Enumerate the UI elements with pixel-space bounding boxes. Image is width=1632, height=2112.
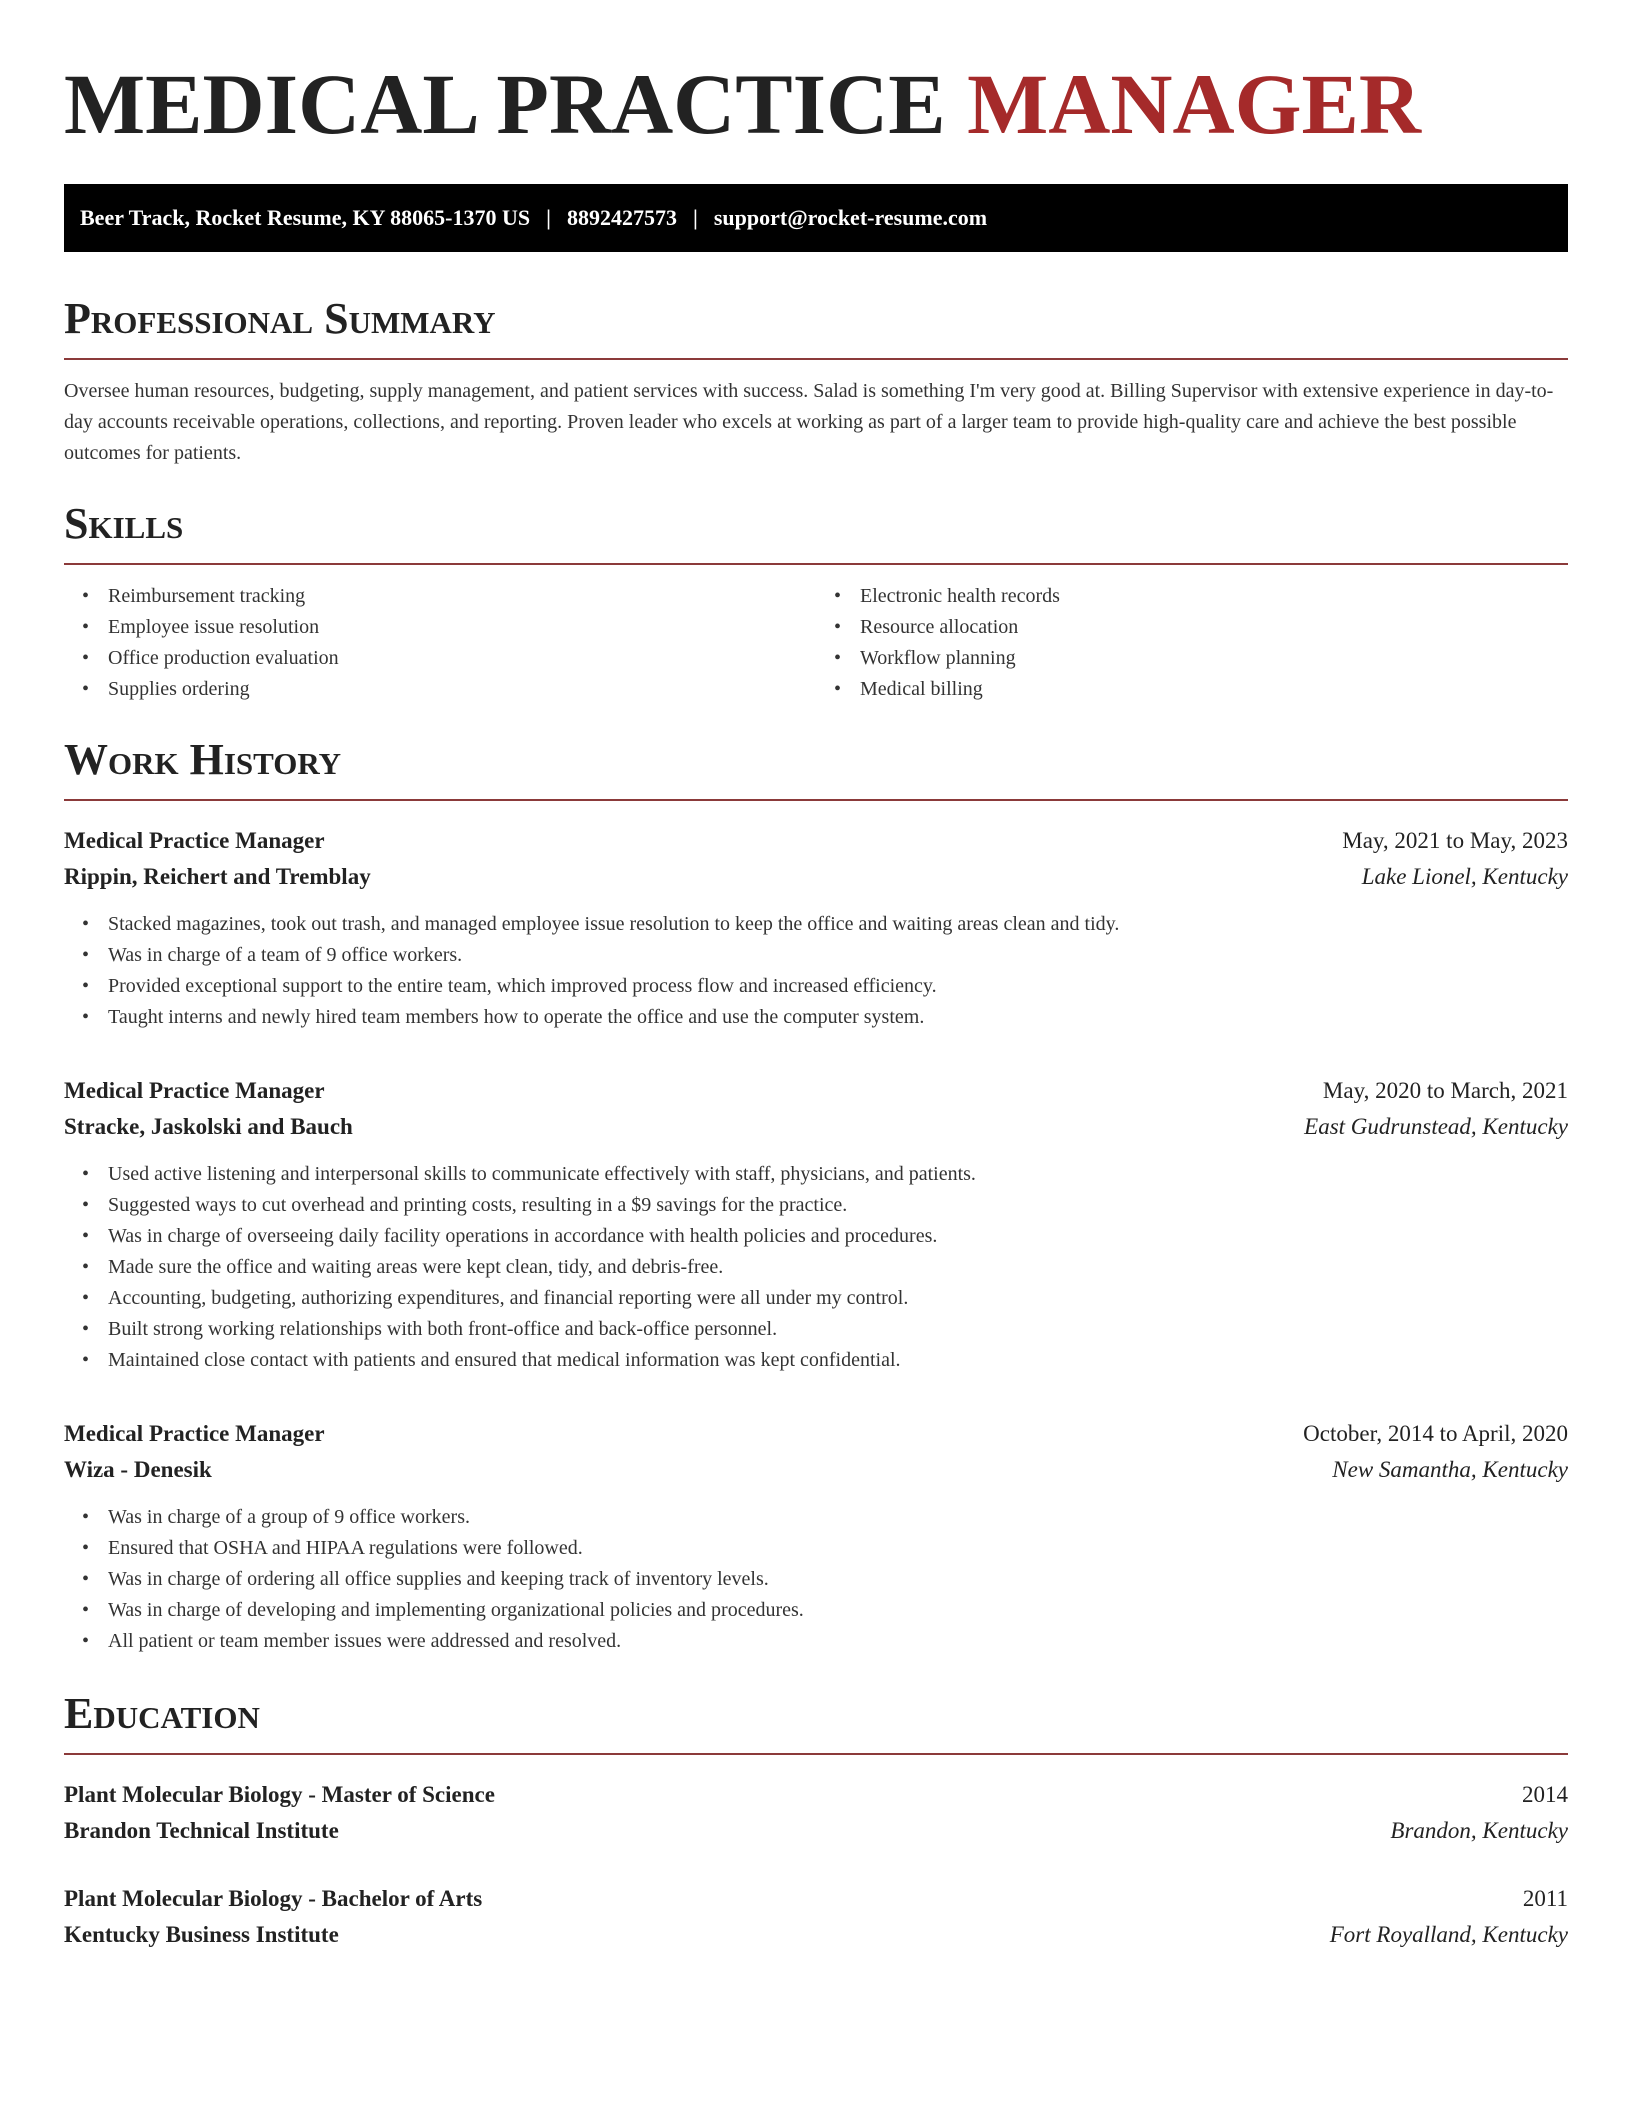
job-bullet: • Taught interns and newly hired team members how to operate the office and use the computer system. — [108, 1002, 1568, 1033]
job-bullet: • Used active listening and interpersonal skills to communicate effectively with staff, physicians, and patients. — [108, 1159, 1568, 1190]
contact-bar — [64, 184, 1568, 252]
education-heading: Education — [64, 1689, 260, 1738]
education-degree: Plant Molecular Biology - Master of Science — [64, 1782, 495, 1807]
section-divider — [64, 358, 1568, 360]
education-school-row — [64, 1917, 1568, 1953]
summary-text: Oversee human resources, budgeting, supply management, and patient services with success. Salad is something I'm very good at. Billing Supervisor with extensive experience in day-to-day accounts receivable operations, collections, and reporting. Proven leader who excels at working as part of a larger team to provide high-quality care and achieve the best possible outcomes for patients. — [64, 380, 1554, 464]
job-bullet: • Was in charge of a group of 9 office workers. — [108, 1502, 1568, 1533]
skills-heading: Skills — [64, 499, 184, 548]
job-bullet: • Built strong working relationships with both front-office and back-office personnel. — [108, 1314, 1568, 1345]
education-entry — [64, 1777, 1568, 1849]
contact-separator: | — [693, 205, 698, 230]
job-bullets — [64, 1159, 1568, 1376]
job-entry — [64, 1416, 1568, 1657]
education-section — [64, 1689, 1568, 1953]
education-degree-row — [64, 1777, 1568, 1813]
contact-phone: 8892427573 — [567, 205, 677, 230]
skills-section — [64, 499, 1568, 705]
education-school: Brandon Technical Institute — [64, 1818, 339, 1843]
education-school: Kentucky Business Institute — [64, 1922, 339, 1947]
job-company: Stracke, Jaskolski and Bauch — [64, 1114, 353, 1139]
work-history-heading: Work History — [64, 735, 342, 784]
skill-item: • Office production evaluation — [108, 643, 816, 674]
job-bullet: • Made sure the office and waiting areas were kept clean, tidy, and debris-free. — [108, 1252, 1568, 1283]
education-year: 2014 — [1522, 1782, 1568, 1807]
job-dates: May, 2021 to May, 2023 — [1342, 828, 1568, 853]
job-bullet: • Stacked magazines, took out trash, and managed employee issue resolution to keep the office and waiting areas clean and tidy. — [108, 909, 1568, 940]
job-bullet: • Ensured that OSHA and HIPAA regulations were followed. — [108, 1533, 1568, 1564]
section-divider — [64, 799, 1568, 801]
skill-item: • Resource allocation — [860, 612, 1568, 643]
job-company-row — [64, 1109, 1568, 1145]
skills-column-right — [816, 581, 1568, 705]
education-degree: Plant Molecular Biology - Bachelor of Arts — [64, 1886, 483, 1911]
job-bullet: • Was in charge of overseeing daily facility operations in accordance with health policies and procedures. — [108, 1221, 1568, 1252]
name-first: MEDICAL PRACTICE — [64, 56, 946, 152]
job-company-row — [64, 859, 1568, 895]
job-location: East Gudrunstead, Kentucky — [1304, 1114, 1568, 1139]
job-company: Rippin, Reichert and Tremblay — [64, 864, 371, 889]
job-bullet: • Was in charge of ordering all office supplies and keeping track of inventory levels. — [108, 1564, 1568, 1595]
job-bullet: • Accounting, budgeting, authorizing expenditures, and financial reporting were all under my control. — [108, 1283, 1568, 1314]
job-bullet: • Was in charge of developing and implementing organizational policies and procedures. — [108, 1595, 1568, 1626]
job-bullets — [64, 1502, 1568, 1657]
job-title-row — [64, 823, 1568, 859]
job-bullet: • Suggested ways to cut overhead and printing costs, resulting in a $9 savings for the practice. — [108, 1190, 1568, 1221]
job-role: Medical Practice Manager — [64, 1078, 325, 1103]
job-company: Wiza - Denesik — [64, 1457, 212, 1482]
skill-item: • Medical billing — [860, 674, 1568, 705]
skill-item: • Electronic health records — [860, 581, 1568, 612]
job-bullet: • All patient or team member issues were addressed and resolved. — [108, 1626, 1568, 1657]
education-entry — [64, 1881, 1568, 1953]
resume-name — [64, 0, 1568, 152]
contact-address: Beer Track, Rocket Resume, KY 88065-1370 US — [80, 205, 531, 230]
skill-item: • Employee issue resolution — [108, 612, 816, 643]
education-degree-row — [64, 1881, 1568, 1917]
job-bullet: • Provided exceptional support to the entire team, which improved process flow and increased efficiency. — [108, 971, 1568, 1002]
education-school-row — [64, 1813, 1568, 1849]
job-entry — [64, 823, 1568, 1033]
job-dates: May, 2020 to March, 2021 — [1322, 1078, 1568, 1103]
job-dates: October, 2014 to April, 2020 — [1303, 1421, 1568, 1446]
summary-section — [64, 294, 1568, 469]
name-accent: MANAGER — [967, 56, 1421, 152]
job-bullet: • Was in charge of a team of 9 office workers. — [108, 940, 1568, 971]
job-bullet: • Maintained close contact with patients and ensured that medical information was kept confidential. — [108, 1345, 1568, 1376]
work-history-section — [64, 735, 1568, 1657]
section-divider — [64, 563, 1568, 565]
education-location: Brandon, Kentucky — [1390, 1818, 1568, 1843]
summary-heading: Professional Summary — [64, 294, 496, 343]
skill-item: • Reimbursement tracking — [108, 581, 816, 612]
section-divider — [64, 1753, 1568, 1755]
job-location: New Samantha, Kentucky — [1332, 1457, 1568, 1482]
job-title-row — [64, 1416, 1568, 1452]
job-role: Medical Practice Manager — [64, 828, 325, 853]
education-location: Fort Royalland, Kentucky — [1329, 1922, 1568, 1947]
job-title-row — [64, 1073, 1568, 1109]
contact-separator: | — [546, 205, 551, 230]
education-year: 2011 — [1522, 1886, 1568, 1911]
job-company-row — [64, 1452, 1568, 1488]
skills-list — [64, 581, 1568, 705]
job-entry — [64, 1073, 1568, 1376]
skill-item: • Workflow planning — [860, 643, 1568, 674]
skill-item: • Supplies ordering — [108, 674, 816, 705]
job-role: Medical Practice Manager — [64, 1421, 325, 1446]
job-bullets — [64, 909, 1568, 1033]
job-location: Lake Lionel, Kentucky — [1361, 864, 1568, 889]
contact-email: support@rocket-resume.com — [713, 205, 988, 230]
skills-column-left — [64, 581, 816, 705]
